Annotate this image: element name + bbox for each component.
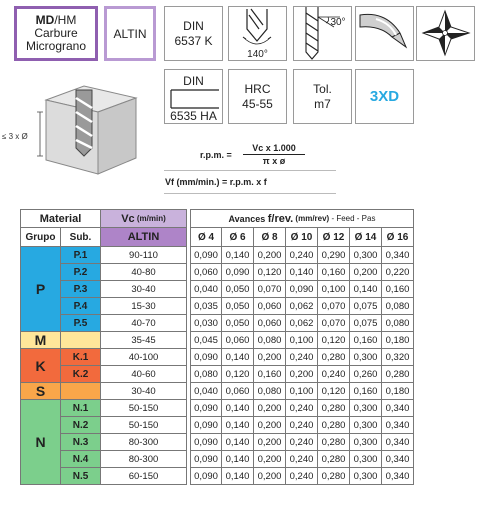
cutting-speed-value: 50-150 — [101, 417, 187, 434]
feed-value: 0,300 — [350, 349, 382, 366]
feed-value: 0,060 — [254, 298, 286, 315]
din2-line2: 6535 HA — [170, 109, 217, 123]
feed-value: 0,220 — [382, 264, 414, 281]
material-subgroup — [61, 383, 101, 400]
feed-title-part-1: Avances — [228, 213, 268, 224]
feed-value: 0,090 — [286, 281, 318, 298]
hrc-line2: 45-55 — [242, 96, 273, 111]
vc-title: Vc — [121, 212, 135, 225]
coating-label: ALTIN — [113, 26, 147, 41]
feed-value: 0,280 — [318, 417, 350, 434]
sub-column-header: Sub. — [61, 228, 101, 247]
cutting-speed-value: 30-40 — [101, 383, 187, 400]
feed-value: 0,030 — [190, 315, 222, 332]
feed-value: 0,080 — [254, 332, 286, 349]
material-group-S: S — [20, 383, 61, 400]
material-subgroup: N.1 — [61, 400, 101, 417]
feed-value: 0,090 — [222, 264, 254, 281]
feed-value: 0,160 — [350, 332, 382, 349]
cutting-speed-value: 40-60 — [101, 366, 187, 383]
material-subgroup — [61, 332, 101, 349]
feed-value: 0,280 — [318, 349, 350, 366]
feed-value: 0,240 — [286, 400, 318, 417]
feed-value: 0,100 — [286, 383, 318, 400]
din1-line1: DIN — [183, 18, 204, 33]
cutting-speed-value: 50-150 — [101, 400, 187, 417]
feed-value: 0,070 — [254, 281, 286, 298]
feed-value: 0,200 — [254, 451, 286, 468]
feed-value: 0,240 — [318, 366, 350, 383]
material-code: MD — [35, 13, 55, 27]
feed-value: 0,045 — [190, 332, 222, 349]
feed-value: 0,200 — [254, 349, 286, 366]
feed-value: 0,300 — [350, 468, 382, 485]
feed-value: 0,200 — [254, 417, 286, 434]
material-line2: Carbure — [34, 26, 78, 40]
feed-value: 0,200 — [254, 400, 286, 417]
material-header: Material — [20, 209, 101, 228]
feed-value: 0,240 — [286, 468, 318, 485]
feed-value: 0,120 — [318, 332, 350, 349]
material-subgroup: K.1 — [61, 349, 101, 366]
material-subgroup: N.5 — [61, 468, 101, 485]
cutting-speed-value: 60-150 — [101, 468, 187, 485]
feed-value: 0,140 — [222, 400, 254, 417]
tol-line1: Tol. — [313, 81, 332, 96]
tol-line2: m7 — [314, 96, 331, 111]
feed-value: 0,120 — [254, 264, 286, 281]
material-subgroup: P.2 — [61, 264, 101, 281]
feed-value: 0,100 — [318, 281, 350, 298]
feed-header — [190, 209, 414, 228]
material-subgroup: N.3 — [61, 434, 101, 451]
feed-value: 0,075 — [350, 298, 382, 315]
material-group-P: P — [20, 247, 61, 332]
feed-value: 0,240 — [286, 247, 318, 264]
diameter-header: Ø 12 — [318, 228, 350, 247]
feed-value: 0,140 — [222, 468, 254, 485]
feed-value: 0,300 — [350, 434, 382, 451]
feed-value: 0,050 — [222, 315, 254, 332]
feed-value: 0,060 — [190, 264, 222, 281]
feed-value: 0,070 — [318, 315, 350, 332]
material-code-alt: /HM — [54, 13, 77, 27]
din1-line2: 6537 K — [174, 33, 213, 48]
feed-value: 0,060 — [254, 315, 286, 332]
feed-value: 0,200 — [286, 366, 318, 383]
feed-value: 0,050 — [222, 281, 254, 298]
feed-value: 0,200 — [254, 247, 286, 264]
feed-value: 0,160 — [318, 264, 350, 281]
feed-value: 0,280 — [318, 468, 350, 485]
feed-value: 0,140 — [286, 264, 318, 281]
feed-value: 0,080 — [382, 298, 414, 315]
feed-value: 0,240 — [286, 417, 318, 434]
feed-value: 0,090 — [190, 451, 222, 468]
feed-value: 0,180 — [382, 332, 414, 349]
feed-value: 0,120 — [222, 366, 254, 383]
diameter-header: Ø 16 — [382, 228, 414, 247]
feed-value: 0,240 — [286, 349, 318, 366]
feed-value: 0,160 — [382, 281, 414, 298]
cutting-speed-value: 30-40 — [101, 281, 187, 298]
feed-value: 0,340 — [382, 434, 414, 451]
vc-header — [101, 209, 187, 228]
diameter-header: Ø 8 — [254, 228, 286, 247]
feed-value: 0,060 — [222, 332, 254, 349]
feed-value: 0,200 — [254, 434, 286, 451]
feed-value: 0,260 — [350, 366, 382, 383]
feed-value: 0,090 — [190, 247, 222, 264]
feed-value: 0,140 — [350, 281, 382, 298]
feed-value: 0,140 — [222, 434, 254, 451]
feed-value: 0,040 — [190, 383, 222, 400]
cutting-speed-value: 80-300 — [101, 434, 187, 451]
cutting-speed-value: 90-110 — [101, 247, 187, 264]
group-column-header: Grupo — [20, 228, 61, 247]
feed-value: 0,090 — [190, 468, 222, 485]
feed-title-part-2: f/rev. — [267, 212, 294, 225]
feed-value: 0,160 — [350, 383, 382, 400]
feed-value: 0,090 — [190, 400, 222, 417]
feed-value: 0,340 — [382, 451, 414, 468]
material-subgroup: P.1 — [61, 247, 101, 264]
feed-value: 0,080 — [382, 315, 414, 332]
feed-value: 0,100 — [286, 332, 318, 349]
material-group-M: M — [20, 332, 61, 349]
coating-column-header: ALTIN — [101, 228, 187, 247]
feed-value: 0,280 — [382, 366, 414, 383]
feed-value: 0,340 — [382, 247, 414, 264]
feed-value: 0,180 — [382, 383, 414, 400]
feed-value: 0,090 — [190, 417, 222, 434]
feed-value: 0,340 — [382, 400, 414, 417]
drill-depth-label: 3XD — [369, 88, 400, 105]
cutting-speed-value: 80-300 — [101, 451, 187, 468]
drill-depth-caption: ≤ 3 x Ø — [2, 132, 28, 141]
feed-title-part-4: - Feed - Pas — [329, 214, 376, 223]
material-group-N: N — [20, 400, 61, 485]
material-subgroup: N.4 — [61, 451, 101, 468]
feed-formula: Vf (mm/min.) = r.p.m. x f — [165, 177, 267, 187]
cutting-speed-value: 15-30 — [101, 298, 187, 315]
din2-line1: DIN — [183, 74, 204, 88]
cutting-speed-value: 35-45 — [101, 332, 187, 349]
feed-value: 0,160 — [254, 366, 286, 383]
feed-value: 0,240 — [286, 434, 318, 451]
rpm-formula-numerator: Vc x 1.000 — [243, 143, 305, 155]
feed-value: 0,050 — [222, 298, 254, 315]
feed-value: 0,075 — [350, 315, 382, 332]
feed-title-part-3: (mm/rev) — [293, 214, 330, 223]
material-subgroup: P.3 — [61, 281, 101, 298]
cutting-speed-value: 40-100 — [101, 349, 187, 366]
material-line3: Micrograno — [25, 39, 87, 53]
cutting-speed-value: 40-70 — [101, 315, 187, 332]
feed-value: 0,140 — [222, 451, 254, 468]
feed-value: 0,340 — [382, 417, 414, 434]
feed-value: 0,300 — [350, 247, 382, 264]
feed-value: 0,300 — [350, 417, 382, 434]
vc-unit: (m/min) — [134, 214, 166, 223]
feed-value: 0,060 — [222, 383, 254, 400]
feed-value: 0,280 — [318, 451, 350, 468]
feed-value: 0,140 — [222, 349, 254, 366]
feed-value: 0,090 — [190, 349, 222, 366]
feed-value: 0,080 — [190, 366, 222, 383]
feed-value: 0,140 — [222, 417, 254, 434]
feed-value: 0,240 — [286, 451, 318, 468]
feed-value: 0,062 — [286, 315, 318, 332]
feed-value: 0,040 — [190, 281, 222, 298]
material-subgroup: P.5 — [61, 315, 101, 332]
hrc-line1: HRC — [244, 81, 271, 96]
helix-angle-label: 30° — [330, 17, 346, 28]
feed-value: 0,140 — [222, 247, 254, 264]
diameter-header: Ø 10 — [286, 228, 318, 247]
point-angle-label: 140° — [247, 49, 268, 60]
feed-value: 0,035 — [190, 298, 222, 315]
diameter-header: Ø 6 — [222, 228, 254, 247]
feed-value: 0,320 — [382, 349, 414, 366]
rpm-formula-label: r.p.m. = — [200, 150, 232, 160]
material-subgroup: K.2 — [61, 366, 101, 383]
feed-value: 0,290 — [318, 247, 350, 264]
feed-value: 0,062 — [286, 298, 318, 315]
feed-value: 0,300 — [350, 400, 382, 417]
material-group-K: K — [20, 349, 61, 383]
rpm-formula-denominator: π x ø — [262, 156, 286, 166]
feed-value: 0,340 — [382, 468, 414, 485]
feed-value: 0,090 — [190, 434, 222, 451]
feed-value: 0,120 — [318, 383, 350, 400]
feed-value: 0,080 — [254, 383, 286, 400]
feed-value: 0,200 — [350, 264, 382, 281]
feed-value: 0,300 — [350, 451, 382, 468]
feed-value: 0,280 — [318, 400, 350, 417]
cutting-speed-value: 40-80 — [101, 264, 187, 281]
feed-value: 0,070 — [318, 298, 350, 315]
feed-value: 0,200 — [254, 468, 286, 485]
feed-value: 0,280 — [318, 434, 350, 451]
material-subgroup: P.4 — [61, 298, 101, 315]
diameter-header: Ø 14 — [350, 228, 382, 247]
material-subgroup: N.2 — [61, 417, 101, 434]
diameter-header: Ø 4 — [190, 228, 222, 247]
